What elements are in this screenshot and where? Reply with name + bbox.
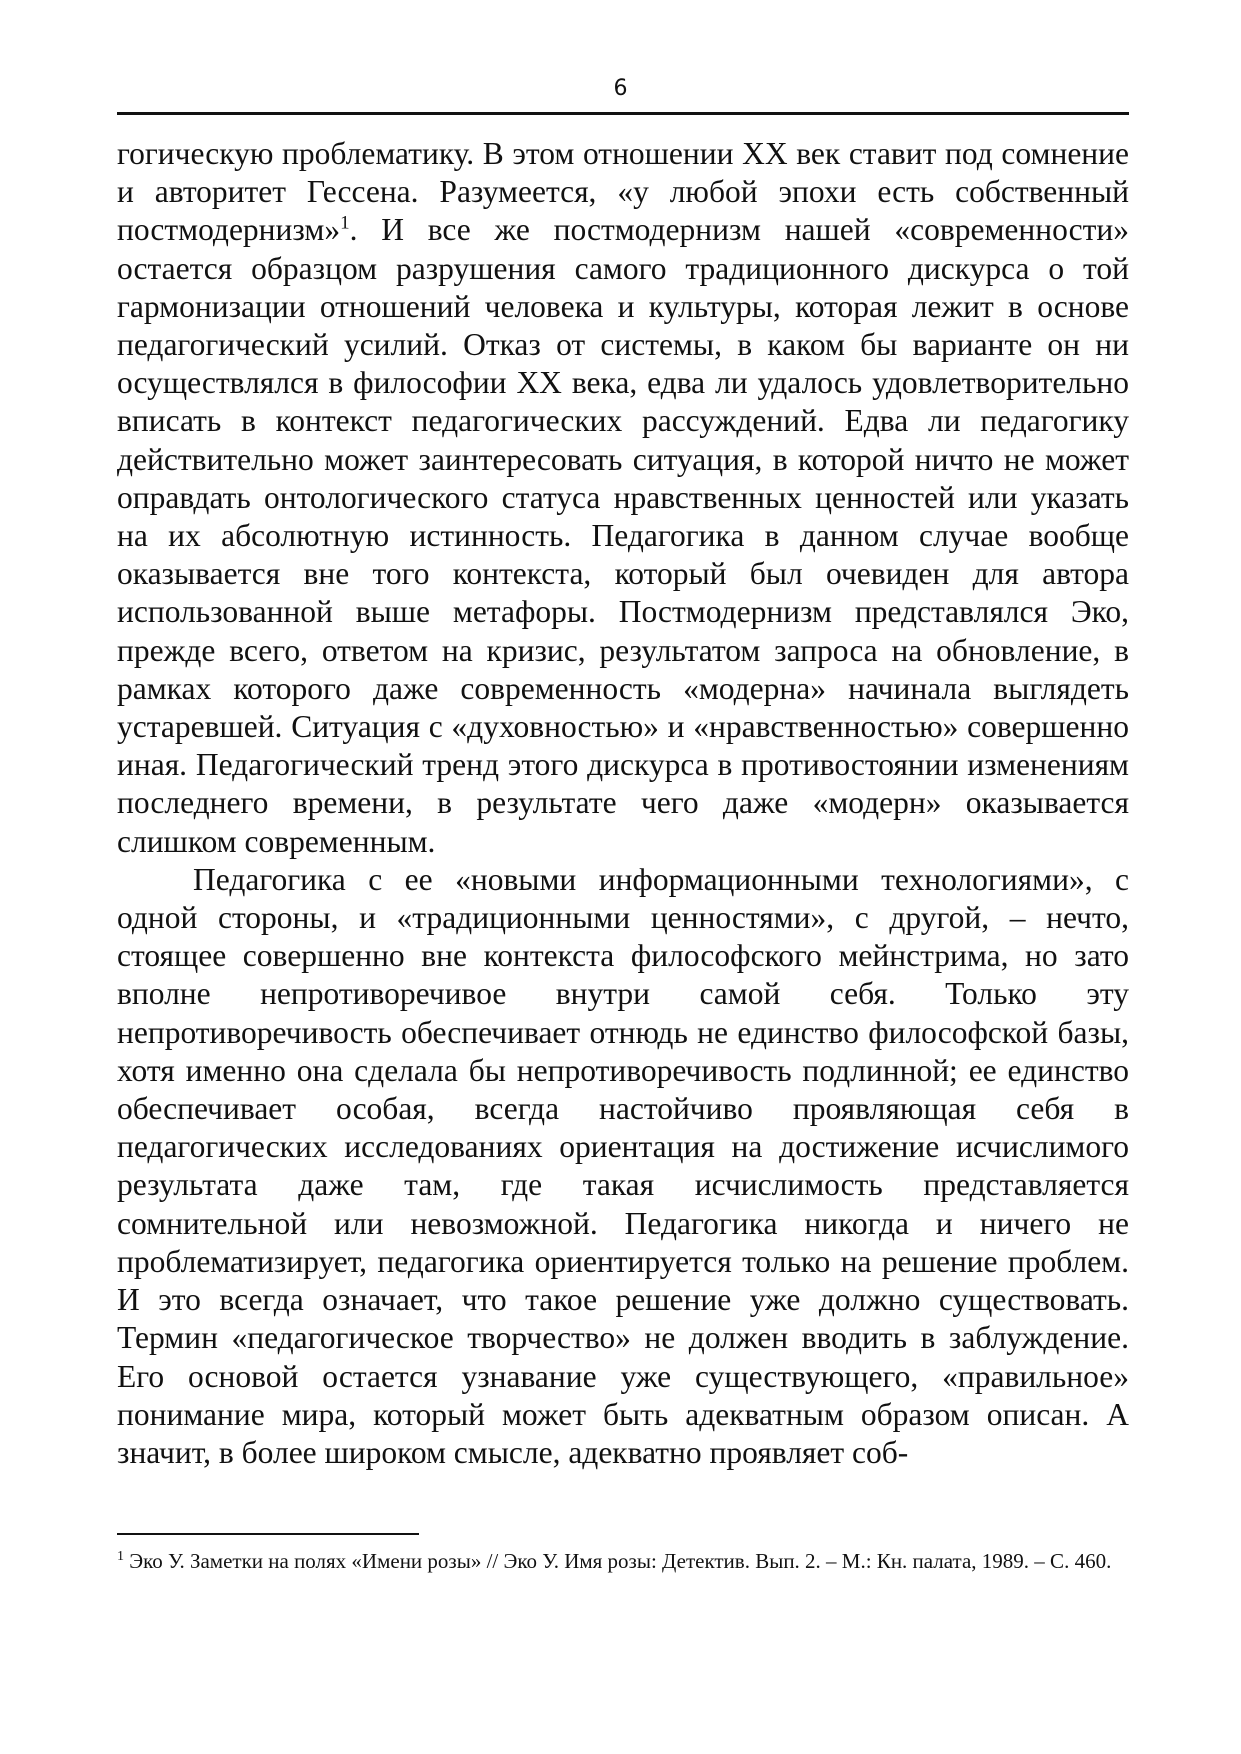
footnote-marker: 1 (117, 1549, 124, 1564)
footnote (117, 1546, 1129, 1576)
body-text (117, 135, 1129, 1472)
footnote-separator (117, 1533, 419, 1535)
footnote-reference[interactable]: 1 (340, 212, 350, 234)
paragraph-1-text-end: . И все же постмодернизм нашей «современности» остается образцом разрушения самого традиционного дискурса о той гармонизации отношений человека и культуры, которая лежит в основе педагогический усилий. Отказ от системы, в каком бы варианте он ни осуществлялся в философии XX века, едва ли удалось удовлетворительно вписать в контекст педагогических рассуждений. Едва ли педагогику действительно может заинтересовать ситуация, в которой ничто не может оправдать онтологического статуса нравственных ценностей или указать на их абсолютную истинность. Педагогика в данном случае вообще оказывается вне того контекста, который был очевиден для автора использованной выше метафоры. Постмодернизм представлялся Эко, прежде всего, ответом на кризис, результатом запроса на обновление, в рамках которого даже современность «модерна» начинала выглядеть устаревшей. Ситуация с «духовностью» и «нравственностью» совершенно иная. Педагогический тренд этого дискурса в противостоянии изменениям последнего времени, в результате чего даже «модерн» оказывается слишком современным. (117, 212, 1129, 859)
paragraph-1 (117, 135, 1129, 861)
paragraph-1-text-start: гогическую проблематику. В этом отношении XX век ставит под сомнение и авторитет Гессена. Разумеется, «у любой эпохи есть собственный постмодернизм» (117, 136, 1129, 248)
page-number: 6 (613, 76, 628, 101)
footnote-text: Эко У. Заметки на полях «Имени розы» // Эко У. Имя розы: Детектив. Вып. 2. – М.: Кн. палата, 1989. – С. 460. (124, 1549, 1112, 1573)
header-rule (117, 112, 1129, 115)
paragraph-2: Педагогика с ее «новыми информационными технологиями», с одной стороны, и «традиционными ценностями», с другой, – нечто, стоящее совершенно вне контекста философского мейнстрима, но зато вполне непротиворечивое внутри самой себя. Только эту непротиворечивость обеспечивает отнюдь не единство философской базы, хотя именно она сделала бы непротиворечивость подлинной; ее единство обеспечивает особая, всегда настойчиво проявляющая себя в педагогических исследованиях ориентация на достижение исчислимого результата даже там, где такая исчислимость представляется сомнительной или невозможной. Педагогика никогда и ничего не проблематизирует, педагогика ориентируется только на решение проблем. И это всегда означает, что такое решение уже должно существовать. Термин «педагогическое творчество» не должен вводить в заблуждение. Его основой остается узнавание уже существующего, «правильное» понимание мира, который может быть адекватным образом описан. А значит, в более широком смысле, адекватно проявляет соб- (117, 861, 1129, 1470)
